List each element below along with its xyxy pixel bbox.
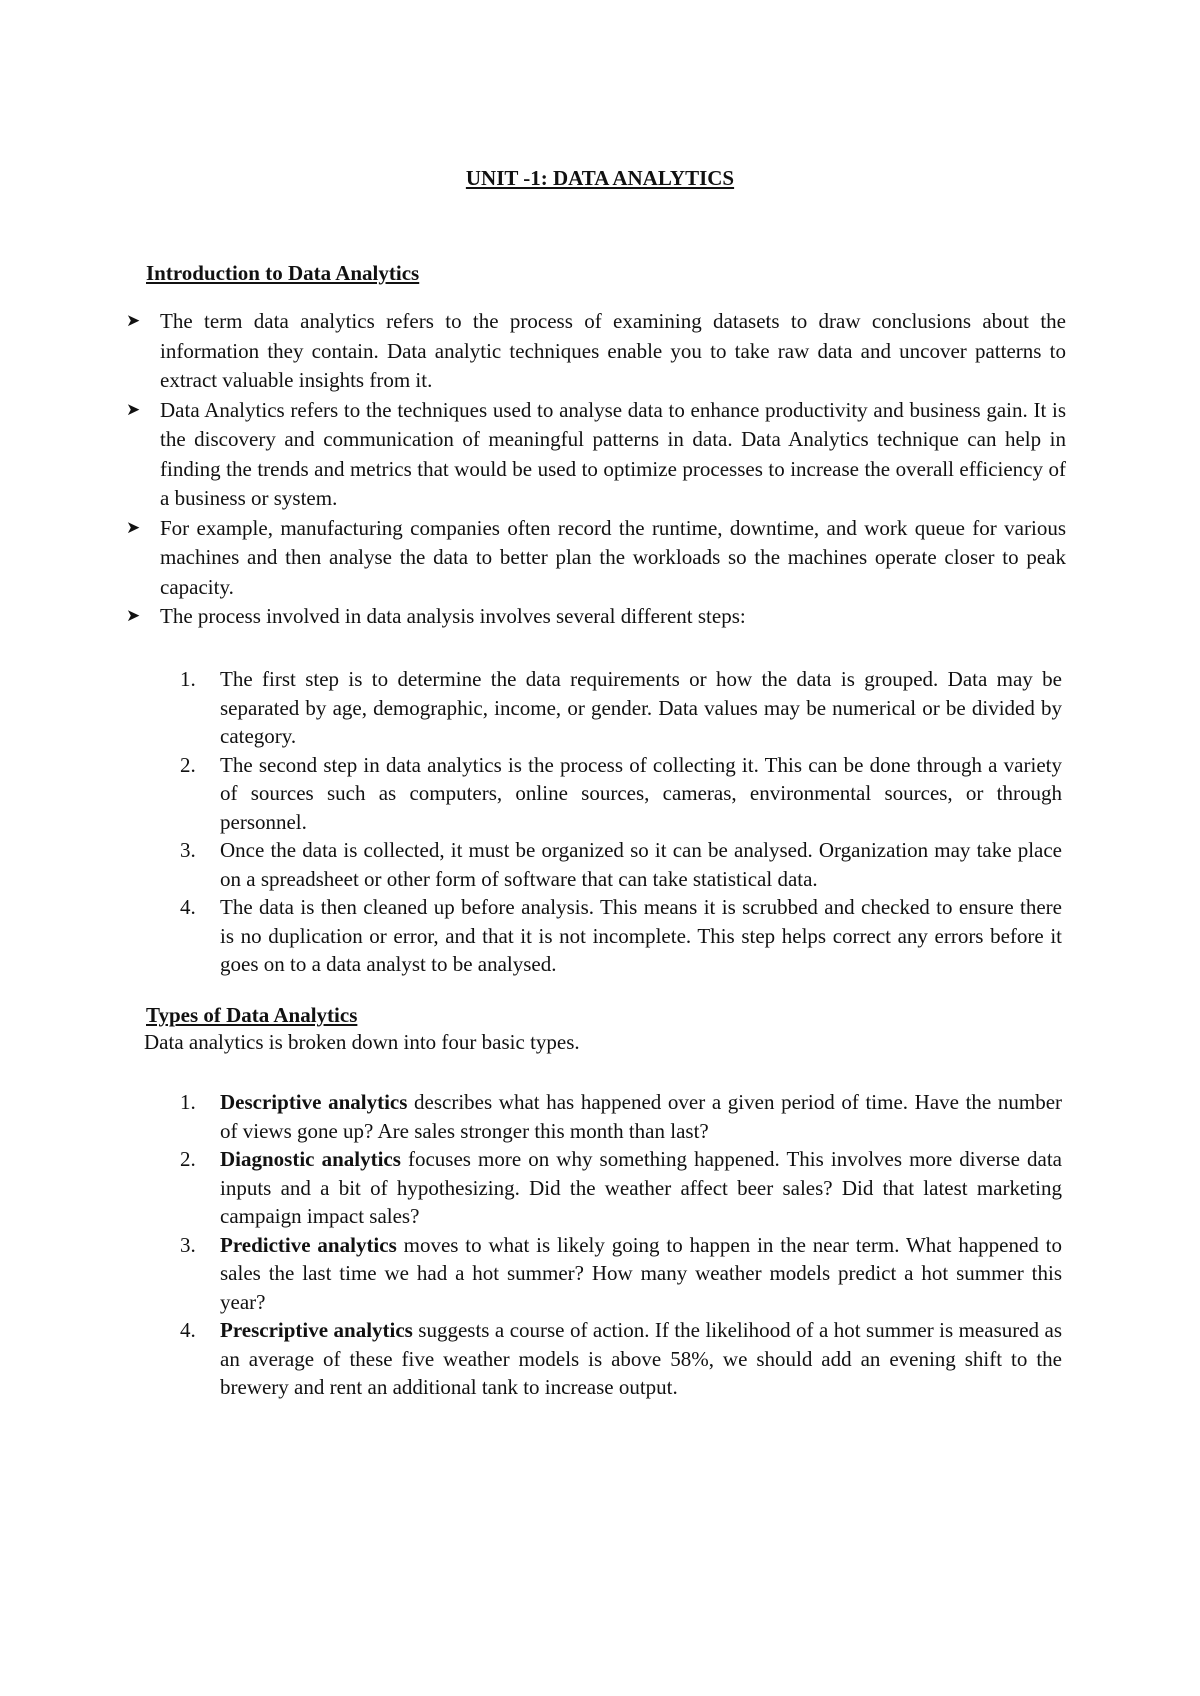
type-item <box>180 1145 1062 1231</box>
step-text: The second step in data analytics is the process of collecting it. This can be done through a variety of sources such as computers, online sources, cameras, environmental sources, or through personnel. <box>220 752 1062 834</box>
type-item <box>180 1088 1062 1145</box>
step-item <box>180 751 1062 837</box>
arrow-bullet-icon: ➤ <box>126 399 141 420</box>
analytics-types-list <box>180 1088 1062 1402</box>
type-number: 4. <box>180 1318 196 1342</box>
step-number: 4. <box>180 895 196 919</box>
step-text: The first step is to determine the data requirements or how the data is grouped. Data may be separated by age, demographic, income, or gender. Data values may be numerical or be divided by category. <box>220 667 1062 748</box>
intro-bullet-list <box>126 307 1066 632</box>
bullet-item <box>126 602 1066 632</box>
types-intro-text: Data analytics is broken down into four basic types. <box>144 1030 580 1054</box>
type-description: suggests a course of action. If the likelihood of a hot summer is measured as an average of these five weather models is above 58%, we should add an evening shift to the brewery and rent an additional tank to increase output. <box>220 1318 1063 1399</box>
bullet-item <box>126 307 1066 396</box>
type-term: Descriptive analytics <box>220 1090 408 1114</box>
step-number: 3. <box>180 838 196 862</box>
bullet-text: Data Analytics refers to the techniques used to analyse data to enhance productivity and business gain. It is the discovery and communication of meaningful patterns in data. Data Analytics technique can help in finding the trends and metrics that would be used to optimize processes to increase the overall efficiency of a business or system. <box>160 397 1066 510</box>
type-number: 1. <box>180 1090 196 1114</box>
step-text: Once the data is collected, it must be organized so it can be analysed. Organization may take place on a spreadsheet or other form of software that can take statistical data. <box>220 838 1062 891</box>
step-text: The data is then cleaned up before analysis. This means it is scrubbed and checked to ensure there is no duplication or error, and that it is not incomplete. This step helps correct any errors before it goes on to a data analyst to be analysed. <box>220 895 1062 976</box>
document-title: UNIT -1: DATA ANALYTICS <box>465 166 735 190</box>
arrow-bullet-icon: ➤ <box>126 311 141 331</box>
type-description: moves to what is likely going to happen in the near term. What happened to sales the last time we had a hot summer? How many weather models predict a hot summer this year? <box>220 1232 1062 1314</box>
intro-heading: Introduction to Data Analytics <box>146 261 420 285</box>
bullet-text: The term data analytics refers to the process of examining datasets to draw conclusions about the information they contain. Data analytic techniques enable you to take raw data and uncover patterns to extract valuable insights from it. <box>160 309 1066 392</box>
process-steps-list <box>180 665 1062 979</box>
step-number: 2. <box>180 752 196 777</box>
bullet-item <box>126 514 1066 603</box>
bullet-text: For example, manufacturing companies often record the runtime, downtime, and work queue for various machines and then analyse the data to better plan the workloads so the machines operate closer to peak capacity. <box>160 515 1066 599</box>
step-item <box>180 893 1062 979</box>
step-item <box>180 665 1062 751</box>
type-term: Diagnostic analytics <box>220 1147 401 1171</box>
type-item <box>180 1231 1062 1317</box>
type-number: 3. <box>180 1232 196 1257</box>
bullet-text: The process involved in data analysis involves several different steps: <box>160 604 746 628</box>
step-item <box>180 836 1062 893</box>
type-description: describes what has happened over a given period of time. Have the number of views gone up? Are sales stronger this month than last? <box>220 1090 1063 1143</box>
bullet-item <box>126 396 1066 514</box>
step-number: 1. <box>180 667 196 691</box>
arrow-bullet-icon: ➤ <box>126 517 141 538</box>
types-heading: Types of Data Analytics <box>146 1003 358 1027</box>
type-term: Predictive analytics <box>220 1232 397 1257</box>
type-term: Prescriptive analytics <box>220 1318 413 1342</box>
type-description: focuses more on why something happened. This involves more diverse data inputs and a bit of hypothesizing. Did the weather affect beer sales? Did that latest marketing campaign impact sales? <box>220 1147 1062 1228</box>
type-item <box>180 1316 1062 1402</box>
type-number: 2. <box>180 1147 196 1171</box>
arrow-bullet-icon: ➤ <box>126 606 141 626</box>
